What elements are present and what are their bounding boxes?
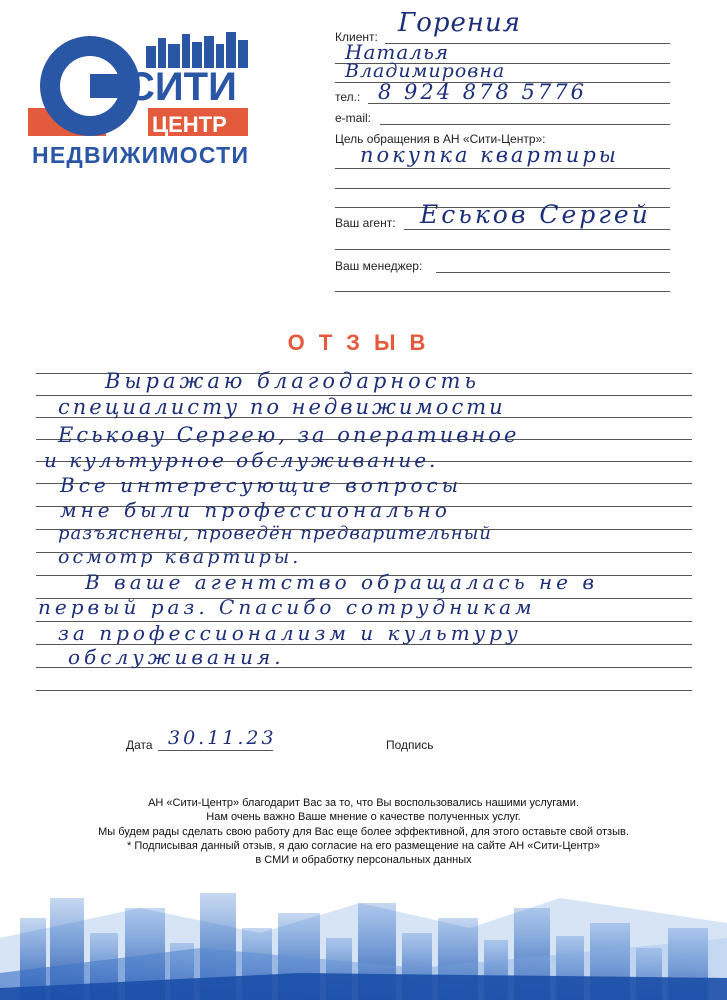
signature-label: Подпись [386,738,434,752]
footer-line-1: АН «Сити-Центр» благодарит Вас за то, что Вы воспользовались нашими услугами. [148,797,579,809]
email-line [380,124,670,125]
review-line: осмотр квартиры. [58,546,302,568]
footer-line-4: * Подписывая данный отзыв, я даю согласие на его размещение на сайте АН «Сити-Центр» [127,840,600,852]
footer-line-3: Мы будем рады сделать свою работу для Вас еще более эффективной, для этого оставьте свой отзыв. [98,826,629,838]
date-label: Дата [126,738,153,752]
skyline-icon [146,32,248,68]
review-line: Еськову Сергею, за оперативное [58,423,520,447]
review-rule [36,690,692,691]
date-line [158,750,273,751]
agent-line-2 [335,249,670,250]
purpose-line-2 [335,188,670,189]
logo-line2: ЦЕНТР [152,112,227,137]
logo-line3: НЕДВИЖИМОСТИ [32,142,248,168]
agent-line [404,229,670,230]
review-line: разъяснены, проведён предварительный [58,523,492,544]
review-line: мне были профессионально [60,498,451,522]
purpose-line-1 [335,168,670,169]
manager-label: Ваш менеджер: [335,259,423,273]
review-title: ОТЗЫВ [287,330,440,355]
agent-label: Ваш агент: [335,216,396,230]
client-value-2: Наталья [345,40,450,64]
date-value: 30.11.23 [168,727,277,749]
decorative-city-banner [0,878,727,1000]
agent-value: Еськов Сергей [420,200,651,229]
footer-line-5: в СМИ и обработку персональных данных [255,854,472,866]
client-value-3: Владимировна [345,60,506,82]
purpose-value: покупка квартиры [360,143,619,167]
phone-value: 8 924 878 5776 [378,80,587,104]
footer-line-2: Нам очень важно Ваше мнение о качестве полученных услуг. [206,811,521,823]
client-label: Клиент: [335,30,378,44]
manager-line [436,272,670,273]
review-line: Выражаю благодарность [105,369,480,393]
review-line: обслуживания. [68,645,285,669]
review-line: специалисту по недвижимости [58,395,506,419]
review-line: за профессионализм и культуру [58,621,522,645]
phone-label: тел.: [335,90,361,104]
review-line: первый раз. Спасибо сотрудникам [38,595,536,619]
email-label: e-mail: [335,111,372,125]
review-line: Все интересующие вопросы [60,473,462,497]
client-value-1: Горения [398,8,521,38]
review-line: В ваше агентство обращалась не в [85,570,598,594]
logo-line1: СИТИ [126,65,237,109]
review-line: и культурное обслуживание. [44,448,439,472]
manager-line-2 [335,291,670,292]
company-logo [28,30,258,170]
purpose-label: Цель обращения в АН «Сити-Центр»: [335,132,546,146]
